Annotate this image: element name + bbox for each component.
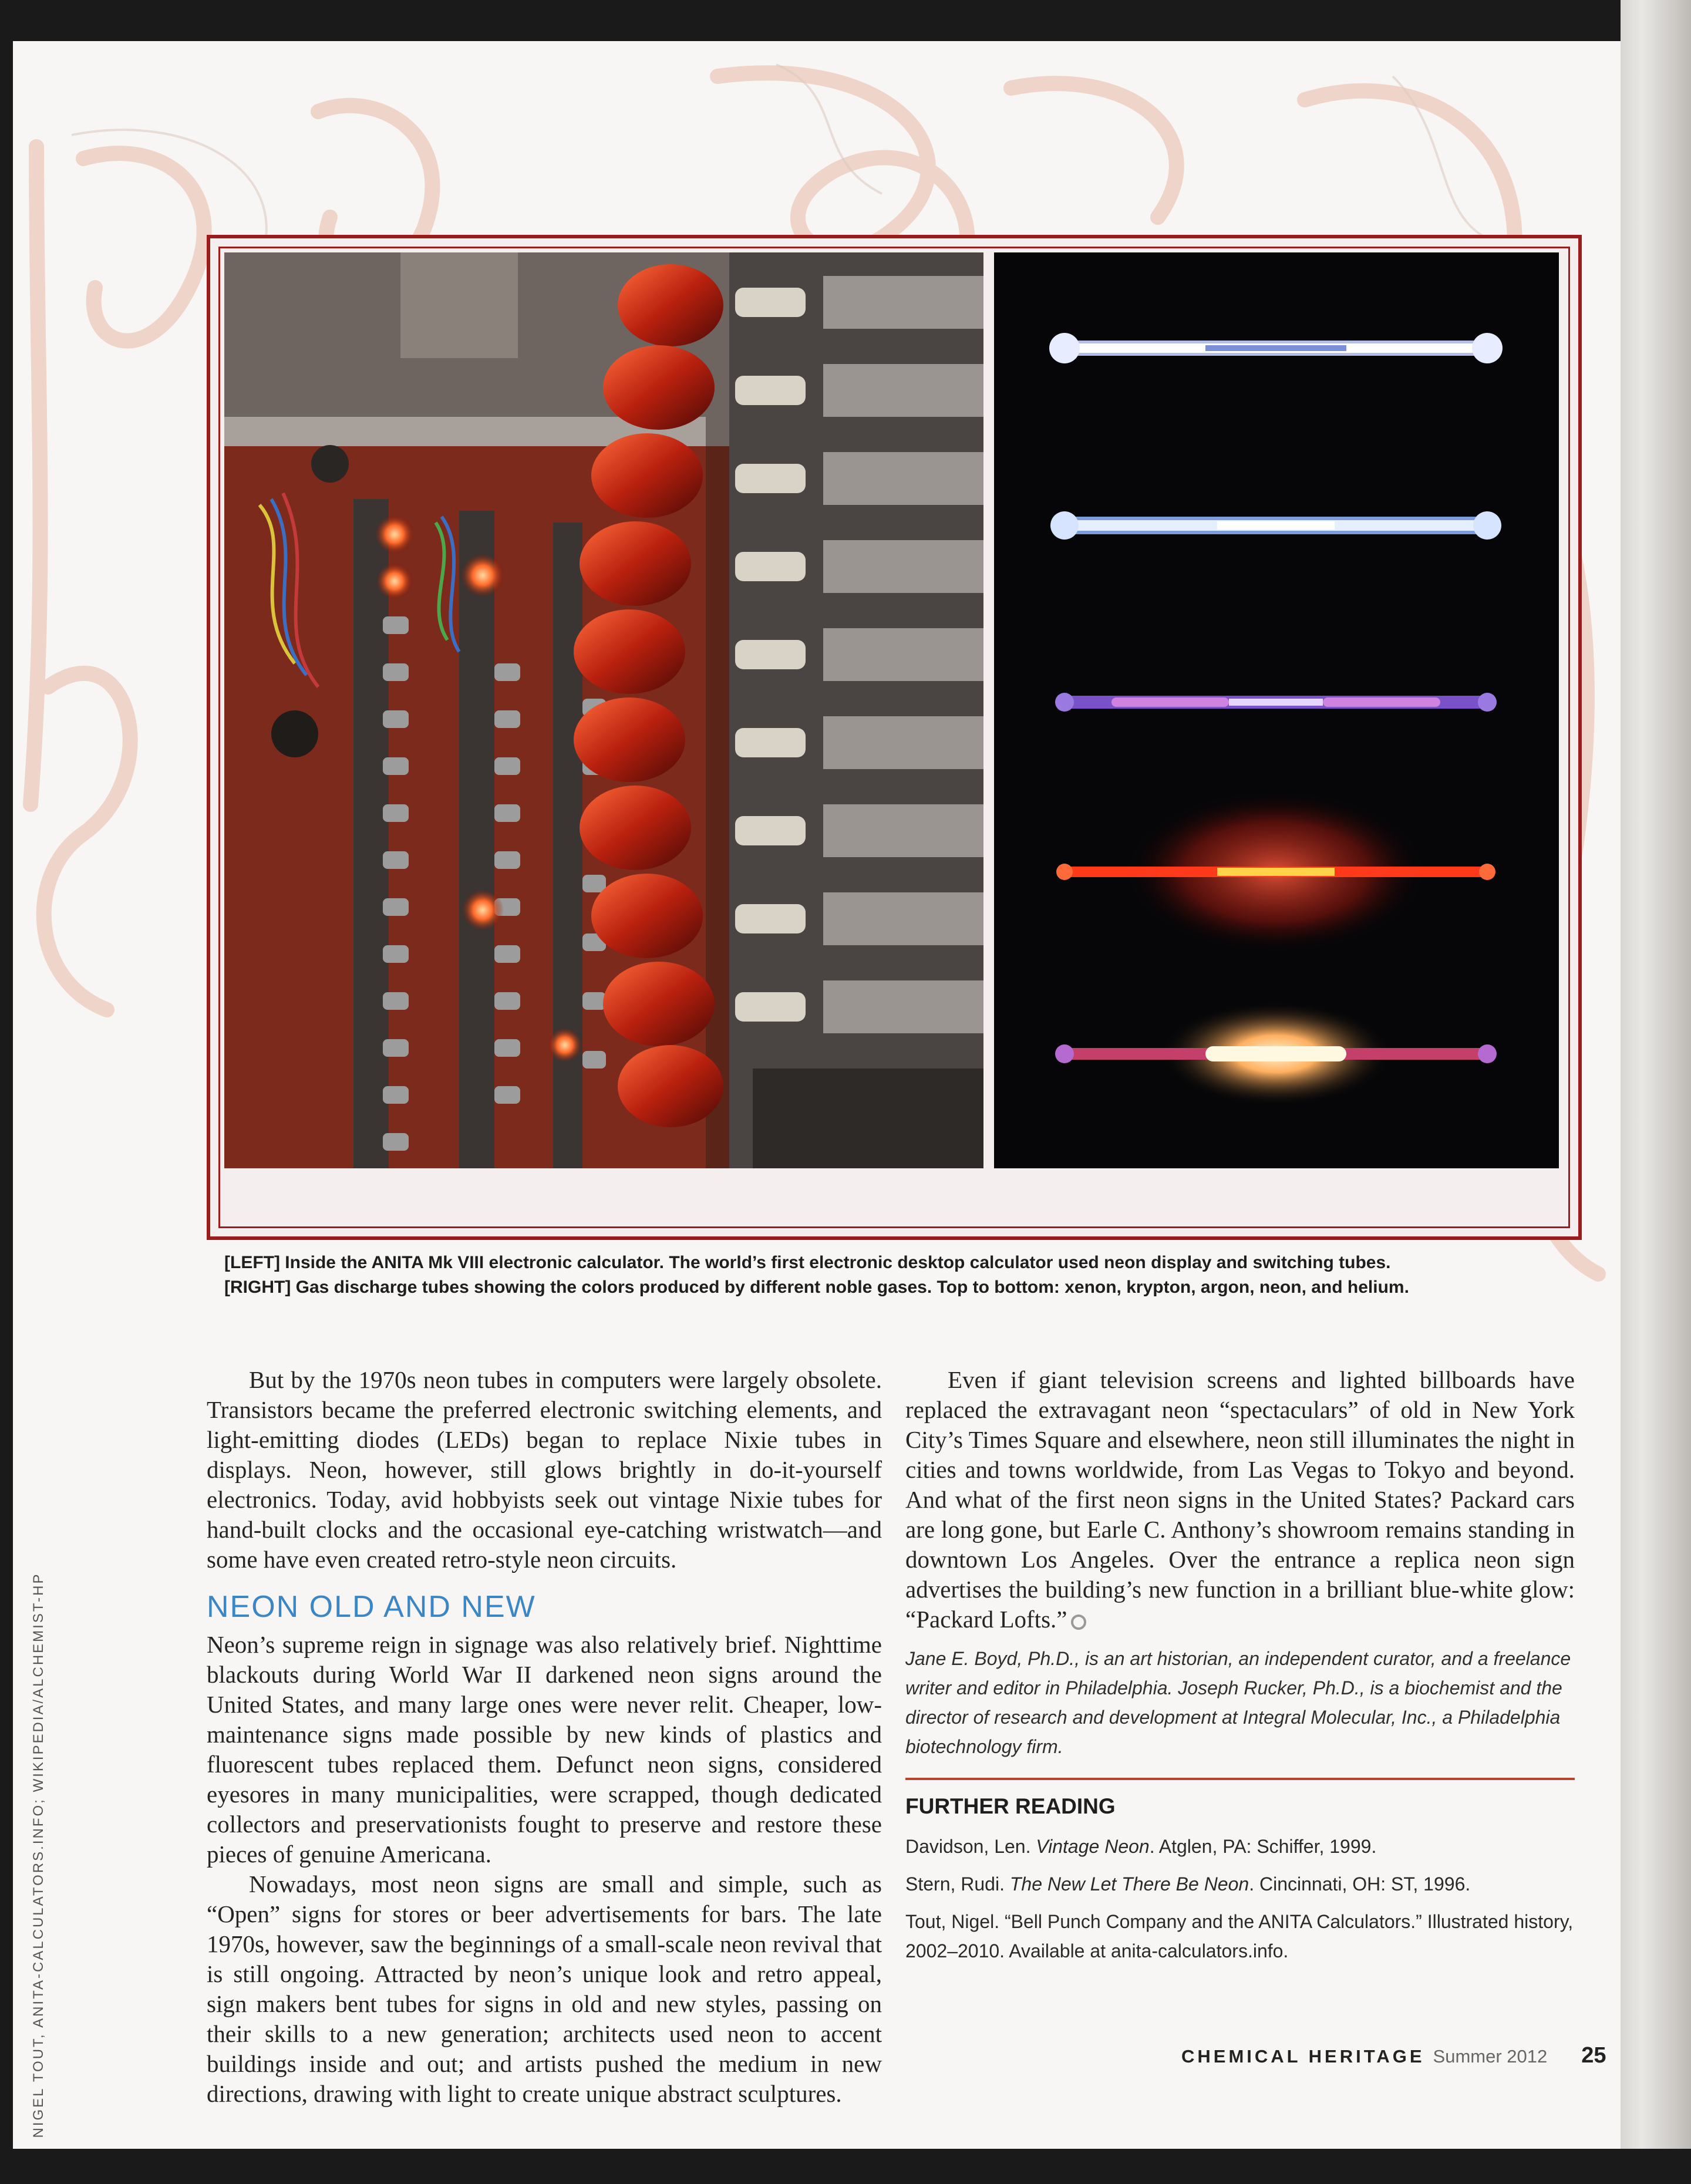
issue-date: Summer 2012 xyxy=(1433,2046,1548,2067)
gas-discharge-tubes-illustration xyxy=(994,252,1559,1168)
article-column-right xyxy=(905,1365,1575,1974)
body-paragraph-4 xyxy=(905,1365,1575,1634)
photo-caption xyxy=(224,1251,1575,1300)
body-paragraph-3: Nowadays, most neon signs are small and simple, such as “Open” signs for stores or beer advertisements for bars. The late 1970s, however, saw the beginnings of a small-scale neon revival that is still ongoing. Attracted by neon’s unique look and retro appeal, sign makers bent tubes for signs in old and new styles, passing on their skills to a new generation; architects used neon to accent buildings inside and out; and artists pushed the medium in new directions, drawing with light to create unique abstract sculptures. xyxy=(207,1870,882,2107)
page-gutter-right xyxy=(1621,0,1691,2184)
reference-publisher: . Atglen, PA: Schiffer, 1999. xyxy=(1149,1836,1377,1857)
reference-item xyxy=(905,1832,1575,1861)
photo-credit: NIGEL TOUT, ANITA-CALCULATORS.INFO; WIKIPEDIA/ALCHEMIST-HP xyxy=(31,1572,46,2138)
reference-title: Vintage Neon xyxy=(1036,1836,1150,1857)
caption-right: [RIGHT] Gas discharge tubes showing the colors produced by different noble gases. Top to bottom: xenon, krypton, argon, neon, and helium. xyxy=(224,1278,1409,1297)
further-reading-heading: FURTHER READING xyxy=(905,1794,1116,1818)
reference-title: The New Let There Be Neon xyxy=(1009,1873,1249,1895)
reference-publisher: . Cincinnati, OH: ST, 1996. xyxy=(1249,1873,1471,1895)
reference-item xyxy=(905,1869,1575,1899)
reference-text: Tout, Nigel. “Bell Punch Company and the ANITA Calculators.” Illustrated history, 2002–2010. Available at anita-calculators.info. xyxy=(905,1911,1574,1961)
author-bio: Jane E. Boyd, Ph.D., is an art historian, an independent curator, and a freelance writer and editor in Philadelphia. Joseph Rucker, Ph.D., is a biochemist and the director of research and development at Integral Molecular, Inc., a Philadelphia biotechnology firm. xyxy=(905,1648,1571,1757)
scan-border-bottom xyxy=(0,2149,1691,2184)
scan-border-top xyxy=(0,0,1691,41)
reference-author: Davidson, Len. xyxy=(905,1836,1036,1857)
photo-frame xyxy=(207,235,1582,1240)
body-paragraph-4-text: Even if giant television screens and lighted billboards have replaced the extravagant neon “spectaculars” of old in New York City’s Times Square and elsewhere, neon still illuminates the night in cities and towns worldwide, from Las Vegas to Tokyo and beyond. And what of the first neon signs in the United States? Packard cars are long gone, but Earle C. Anthony’s showroom remains standing in downtown Los Angeles. Over the entrance a replica neon sign advertises the building’s new function in a brilliant blue-white glow: “Packard Lofts.” xyxy=(905,1366,1575,1633)
page-number: 25 xyxy=(1581,2043,1606,2068)
section-heading: NEON OLD AND NEW xyxy=(207,1590,536,1624)
magazine-page xyxy=(13,41,1621,2149)
magazine-name: CHEMICAL HERITAGE xyxy=(1181,2046,1425,2067)
scan-border-left xyxy=(0,0,13,2184)
gas-discharge-tubes-photo xyxy=(994,252,1559,1168)
page-footer xyxy=(1181,2043,1606,2068)
caption-left: [LEFT] Inside the ANITA Mk VIII electronic calculator. The world’s first electronic desktop calculator used neon display and switching tubes. xyxy=(224,1253,1391,1272)
end-of-article-icon xyxy=(1071,1615,1086,1630)
reference-author: Stern, Rudi. xyxy=(905,1873,1010,1895)
body-paragraph-1: But by the 1970s neon tubes in computers were largely obsolete. Transistors became the preferred electronic switching elements, and light-emitting diodes (LEDs) began to replace Nixie tubes in displays. Neon, however, still glows brightly in do-it-yourself electronics. Today, avid hobbyists seek out vintage Nixie tubes for hand-built clocks and the occasional eye-catching wristwatch—and some have even created retro-style neon circuits. xyxy=(207,1366,882,1573)
reference-item xyxy=(905,1907,1575,1966)
anita-calculator-illustration xyxy=(224,252,983,1168)
article-column-left xyxy=(207,1365,882,2109)
further-reading-rule xyxy=(905,1778,1575,1780)
anita-calculator-photo xyxy=(224,252,983,1168)
body-paragraph-2: Neon’s supreme reign in signage was also relatively brief. Nighttime blackouts during World War II darkened neon signs around the United States, and many large ones were never relit. Cheaper, low-maintenance signs made possible by new kinds of plastics and fluorescent tubes replaced them. Defunct neon signs, considered eyesores in many municipalities, were scrapped, though dedicated collectors and preservationists fought to preserve and restore these pieces of genuine Americana. xyxy=(207,1631,882,1868)
